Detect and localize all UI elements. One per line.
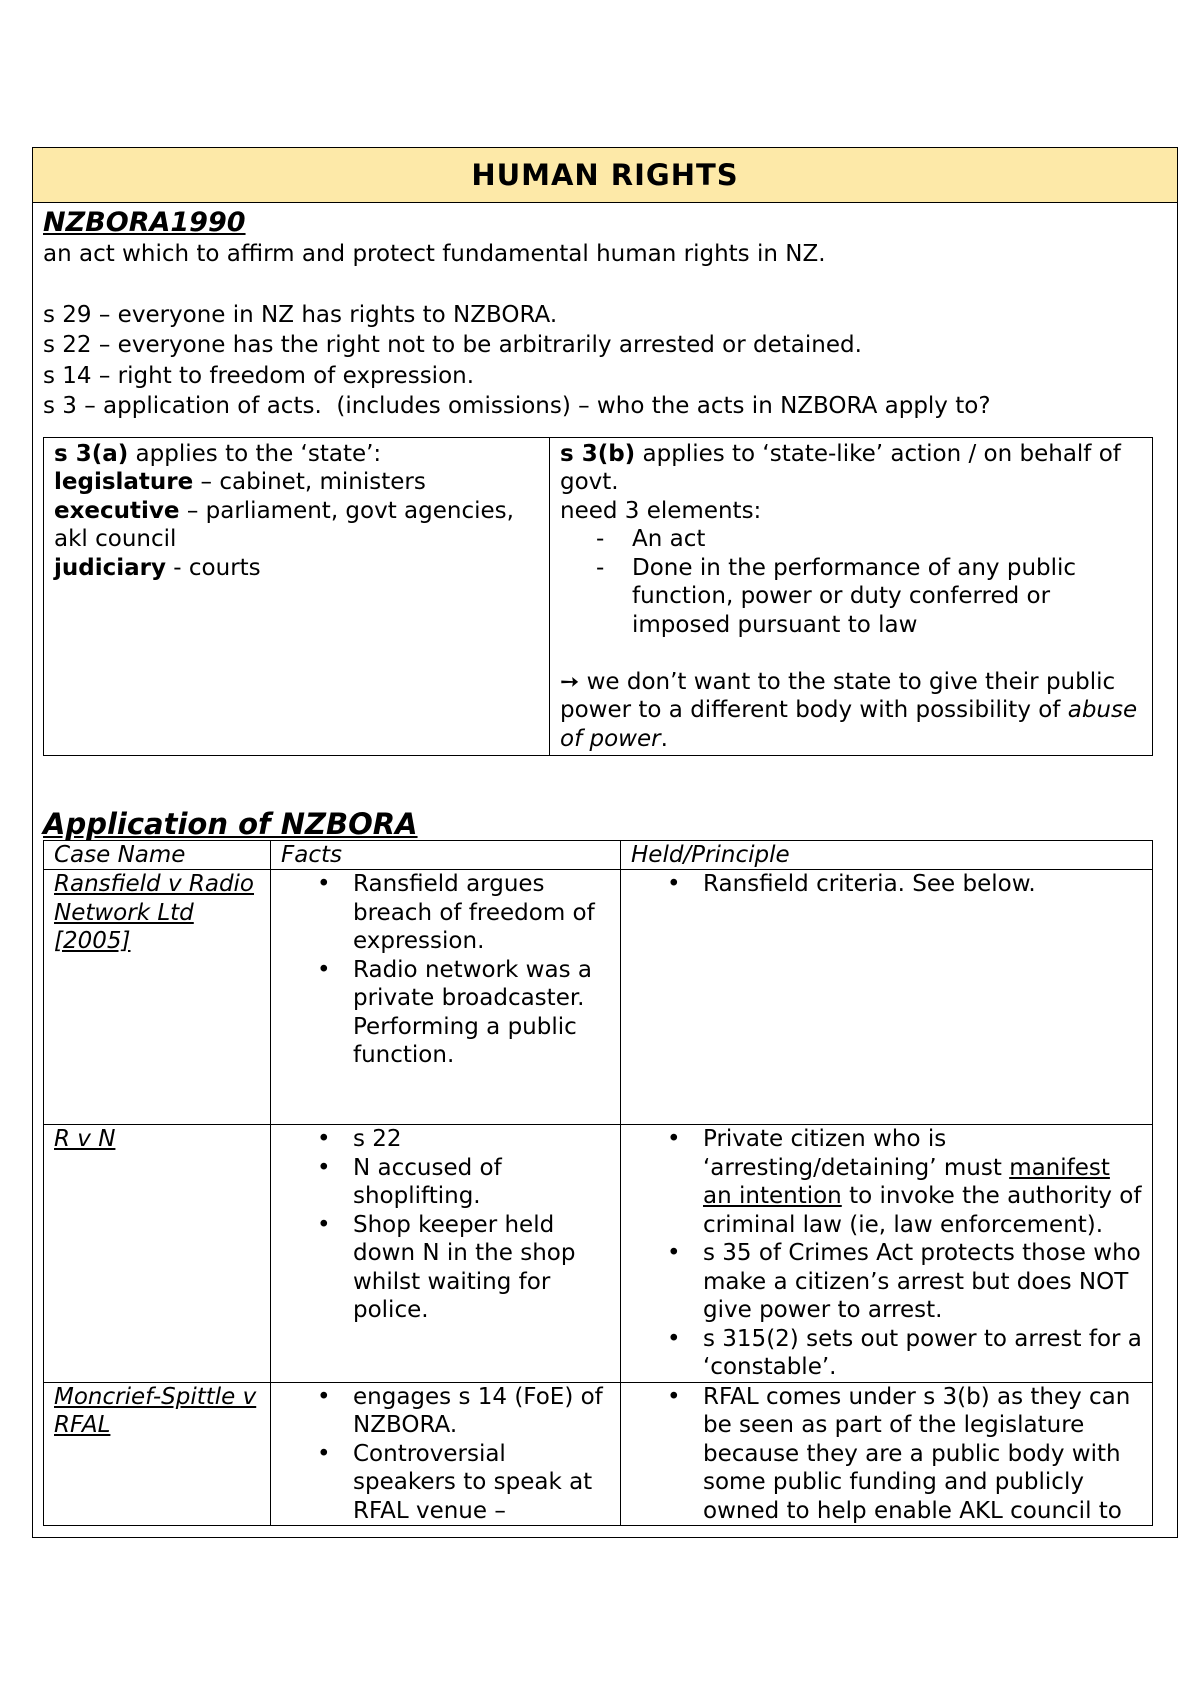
legislature-label: legislature	[54, 469, 194, 495]
s3a-label: s 3(a)	[54, 440, 129, 467]
table-row	[44, 870, 1153, 1125]
section-line-3: s 3 – application of acts. (includes omissions) – who the acts in NZBORA apply to?	[43, 393, 991, 419]
case-name: Ransfield v Radio Network Ltd [2005]	[54, 871, 255, 954]
header-held: Held/Principle	[621, 841, 1153, 870]
table-row	[44, 1125, 1153, 1383]
legislature-text: – cabinet, ministers	[193, 469, 426, 495]
facts-list	[281, 1383, 610, 1526]
executive-label: executive	[54, 497, 180, 524]
content-area	[33, 207, 1177, 1526]
list-item: • Ransfield argues breach of freedom of expression.	[281, 870, 610, 956]
list-item: • s 22	[281, 1125, 610, 1154]
facts-list	[281, 870, 610, 1070]
header-facts: Facts	[271, 841, 621, 870]
facts-list	[281, 1125, 610, 1325]
section-line-14: s 14 – right to freedom of expression.	[43, 362, 475, 389]
act-heading: NZBORA1990	[43, 207, 246, 238]
abuse-note: ➙ we don’t want to the state to give their public power to a different body with possibility of abuse of power.	[560, 668, 1138, 752]
list-item: • RFAL comes under s 3(b) as they can be seen as part of the legislature because they are a public body with some public funding and publicly owned to help enable AKL council to	[631, 1383, 1142, 1526]
spacer	[43, 270, 1167, 300]
list-item: • Shop keeper held down N in the shop whilst waiting for police.	[281, 1211, 610, 1325]
judiciary-text: - courts	[165, 554, 261, 581]
list-item: • s 35 of Crimes Act protects those who make a citizen’s arrest but does NOT give power to arrest.	[631, 1239, 1142, 1325]
section-line-29: s 29 – everyone in NZ has rights to NZBORA.	[43, 301, 558, 328]
executive-text: – parliament, govt agencies, akl council	[54, 497, 514, 552]
elements-list	[560, 525, 1142, 639]
table-row	[44, 1382, 1153, 1526]
list-item: • s 315(2) sets out power to arrest for a ‘constable’.	[631, 1325, 1142, 1382]
intro-text: an act which to affirm and protect fundamental human rights in NZ.	[43, 241, 826, 267]
s3a-text: applies to the ‘state’:	[128, 440, 382, 467]
list-item: • Controversial speakers to speak at RFAL venue –	[281, 1440, 610, 1526]
s3b-text: applies to ‘state-like’ action / on behalf of govt.	[560, 440, 1121, 495]
list-item: • Radio network was a private broadcaster. Performing a public function.	[281, 956, 610, 1070]
judiciary-label: judiciary	[54, 554, 166, 581]
section-line-22: s 22 – everyone has the right not to be arbitrarily arrested or detained.	[43, 332, 862, 358]
case-name: Moncrief-Spittle v RFAL	[54, 1383, 257, 1438]
state-like-cell	[550, 437, 1153, 756]
held-list	[631, 1383, 1142, 1526]
need-elements-text: need 3 elements:	[560, 497, 762, 524]
application-heading: Application of NZBORA	[43, 807, 418, 841]
list-item: • Ransfield criteria. See below.	[631, 870, 1142, 899]
list-item: • N accused of shoplifting.	[281, 1154, 610, 1211]
list-item: - Done in the performance of any public function, power or duty conferred or imposed pursuant to law	[596, 554, 1077, 638]
state-cell	[44, 437, 550, 756]
list-item: • engages s 14 (FoE) of NZBORA.	[281, 1383, 610, 1440]
cases-table	[43, 840, 1153, 1526]
document-frame	[32, 147, 1178, 1538]
header-case-name: Case Name	[44, 841, 271, 870]
case-name: R v N	[54, 1126, 116, 1152]
table-header-row	[44, 841, 1153, 870]
page-title: HUMAN RIGHTS	[33, 148, 1177, 203]
s3b-label: s 3(b)	[560, 440, 636, 467]
list-item: - An act	[596, 526, 706, 552]
list-item: • Private citizen who is ‘arresting/detaining’ must manifest an intention to invoke the authority of criminal law (ie, law enforcement).	[631, 1125, 1142, 1239]
application-table	[43, 437, 1153, 757]
held-list	[631, 1125, 1142, 1382]
held-list	[631, 870, 1142, 899]
spacer	[560, 639, 1142, 668]
